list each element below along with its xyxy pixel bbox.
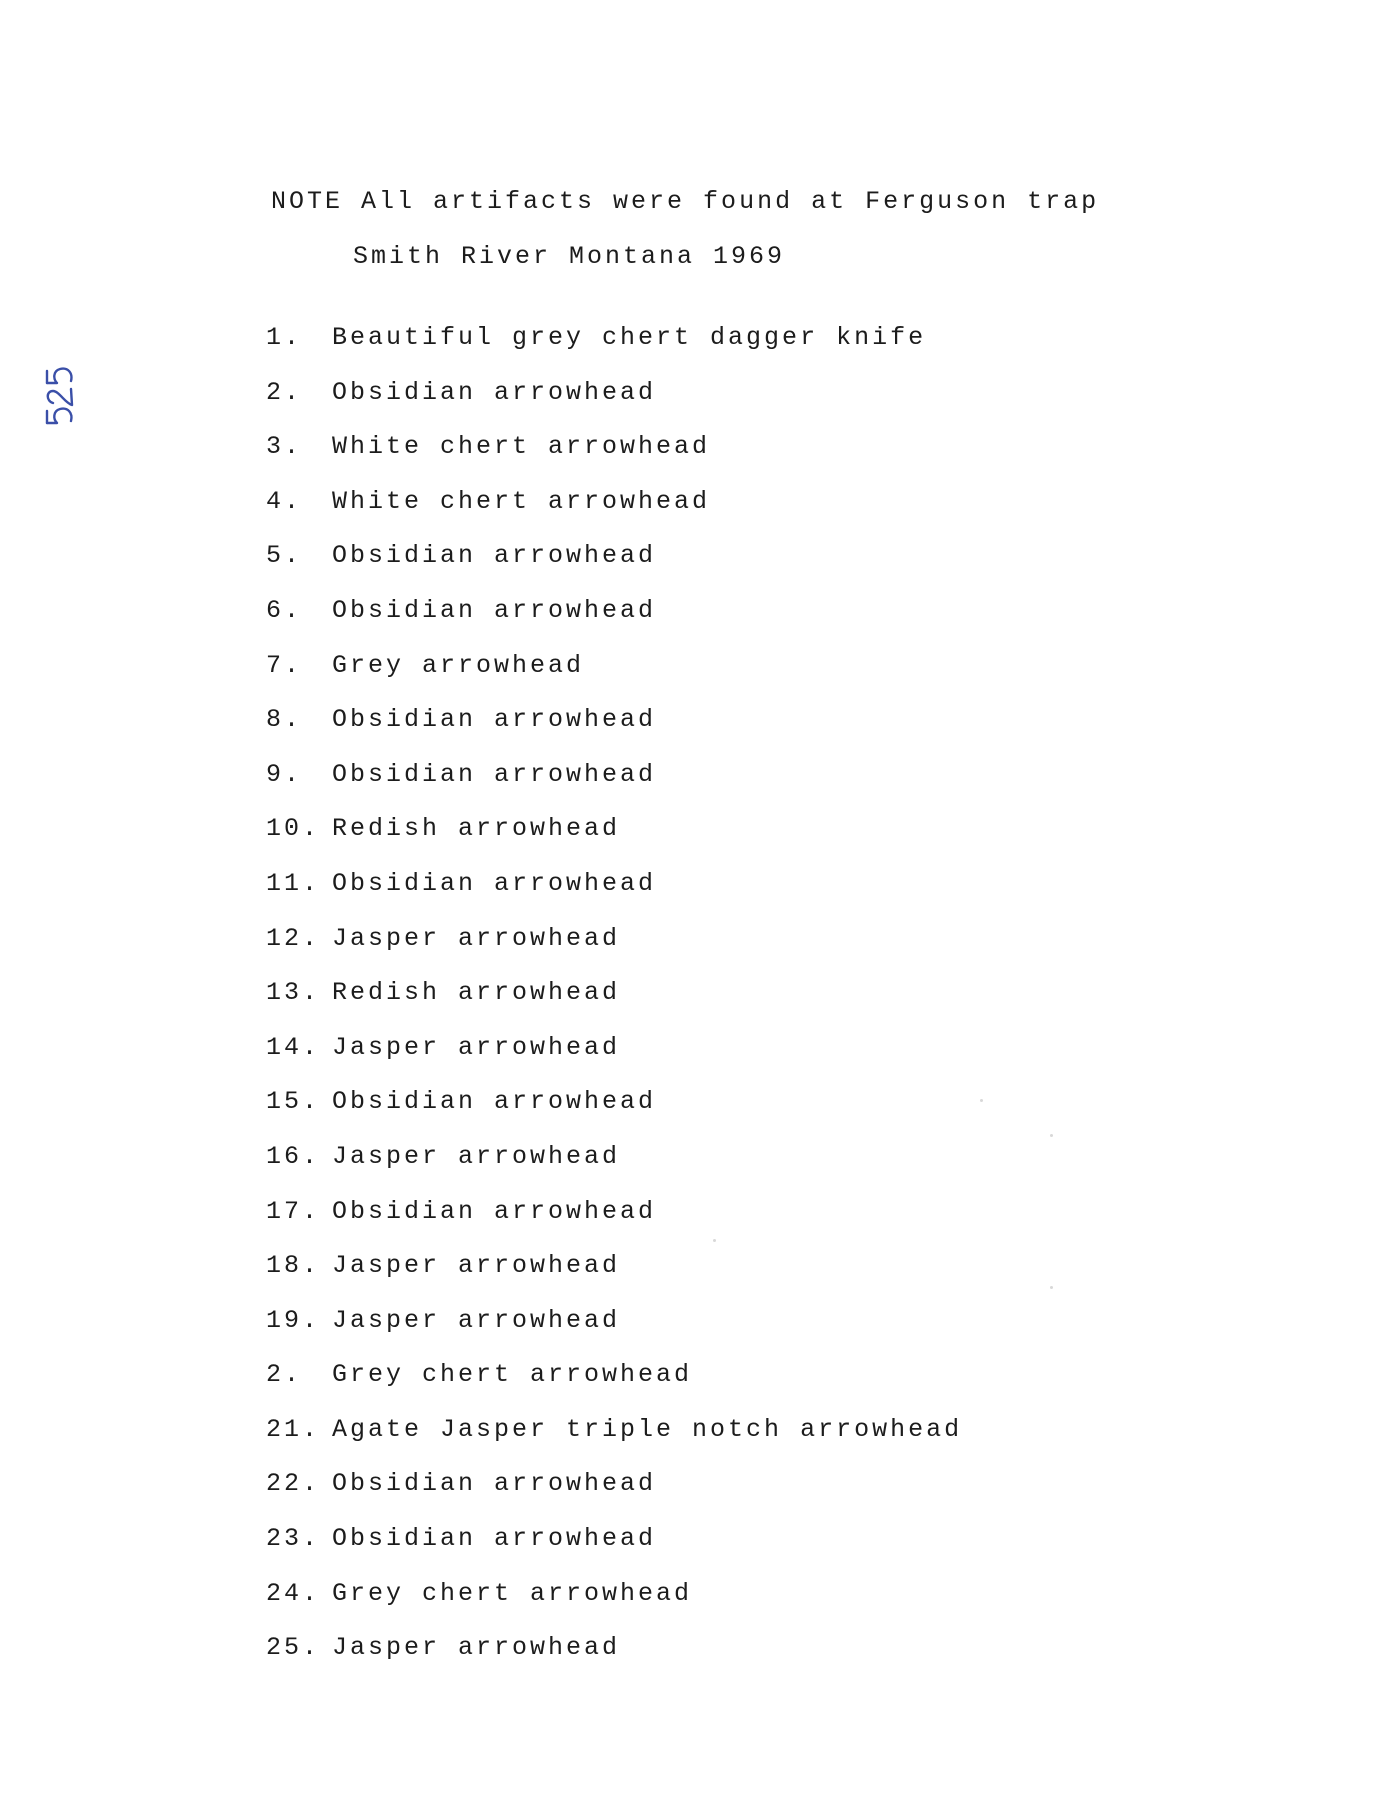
item-text: White chert arrowhead xyxy=(332,432,711,462)
item-number: 12. xyxy=(266,923,321,953)
item-number: 3. xyxy=(266,432,303,462)
item-number: 24. xyxy=(266,1578,321,1608)
list-item xyxy=(266,595,1166,650)
item-number: 19. xyxy=(266,1305,321,1335)
item-number: 23. xyxy=(266,1524,321,1554)
item-text: Obsidian arrowhead xyxy=(332,595,657,625)
item-text: White chert arrowhead xyxy=(332,486,711,516)
handwritten-number-mark xyxy=(28,350,88,440)
list-item xyxy=(266,1578,1166,1633)
item-number: 17. xyxy=(266,1196,321,1226)
list-item xyxy=(266,923,1166,978)
item-number: 4. xyxy=(266,486,303,516)
item-text: Agate Jasper triple notch arrowhead xyxy=(332,1414,963,1444)
item-text: Redish arrowhead xyxy=(332,978,621,1008)
item-text: Obsidian arrowhead xyxy=(332,705,657,735)
paper-speck xyxy=(1050,1134,1053,1137)
item-number: 22. xyxy=(266,1469,321,1499)
item-number: 8. xyxy=(266,705,303,735)
item-text: Obsidian arrowhead xyxy=(332,1087,657,1117)
item-text: Grey arrowhead xyxy=(332,650,585,680)
item-text: Grey chert arrowhead xyxy=(332,1360,693,1390)
list-item xyxy=(266,1468,1166,1523)
list-item xyxy=(266,1141,1166,1196)
item-text: Jasper arrowhead xyxy=(332,923,621,953)
item-number: 9. xyxy=(266,759,303,789)
list-item xyxy=(266,486,1166,541)
artifact-list xyxy=(266,322,1166,1687)
list-item xyxy=(266,1305,1166,1360)
item-number: 16. xyxy=(266,1141,321,1171)
paper-speck xyxy=(1050,1286,1053,1289)
item-number: 11. xyxy=(266,868,321,898)
item-number: 2. xyxy=(266,1360,303,1390)
item-number: 21. xyxy=(266,1414,321,1444)
list-item xyxy=(266,650,1166,705)
list-item xyxy=(266,1250,1166,1305)
item-number: 14. xyxy=(266,1032,321,1062)
item-text: Obsidian arrowhead xyxy=(332,377,657,407)
item-text: Jasper arrowhead xyxy=(332,1032,621,1062)
list-item xyxy=(266,540,1166,595)
item-text: Obsidian arrowhead xyxy=(332,1196,657,1226)
item-text: Obsidian arrowhead xyxy=(332,759,657,789)
item-number: 5. xyxy=(266,541,303,571)
item-text: Obsidian arrowhead xyxy=(332,1524,657,1554)
paper-speck xyxy=(980,1099,983,1102)
item-number: 2. xyxy=(266,377,303,407)
item-number: 13. xyxy=(266,978,321,1008)
item-number: 18. xyxy=(266,1251,321,1281)
note-heading: NOTE All artifacts were found at Ferguson trap xyxy=(271,187,1100,216)
list-item xyxy=(266,322,1166,377)
list-item xyxy=(266,1523,1166,1578)
item-number: 25. xyxy=(266,1633,321,1663)
list-item xyxy=(266,431,1166,486)
list-item xyxy=(266,1632,1166,1687)
list-item xyxy=(266,377,1166,432)
list-item xyxy=(266,1414,1166,1469)
list-item xyxy=(266,813,1166,868)
item-text: Grey chert arrowhead xyxy=(332,1578,693,1608)
item-text: Jasper arrowhead xyxy=(332,1633,621,1663)
item-number: 15. xyxy=(266,1087,321,1117)
location-line: Smith River Montana 1969 xyxy=(353,242,786,271)
item-text: Obsidian arrowhead xyxy=(332,868,657,898)
list-item xyxy=(266,1032,1166,1087)
item-number: 10. xyxy=(266,814,321,844)
item-text: Jasper arrowhead xyxy=(332,1141,621,1171)
list-item xyxy=(266,1359,1166,1414)
item-text: Obsidian arrowhead xyxy=(332,1469,657,1499)
item-text: Jasper arrowhead xyxy=(332,1251,621,1281)
item-number: 6. xyxy=(266,595,303,625)
item-text: Beautiful grey chert dagger knife xyxy=(332,323,927,352)
list-item xyxy=(266,977,1166,1032)
list-item xyxy=(266,1196,1166,1251)
item-text: Jasper arrowhead xyxy=(332,1305,621,1335)
item-number: 1. xyxy=(266,323,303,352)
list-item xyxy=(266,868,1166,923)
paper-speck xyxy=(713,1239,716,1242)
item-text: Redish arrowhead xyxy=(332,814,621,844)
item-text: Obsidian arrowhead xyxy=(332,541,657,571)
list-item xyxy=(266,704,1166,759)
list-item xyxy=(266,1086,1166,1141)
list-item xyxy=(266,759,1166,814)
item-number: 7. xyxy=(266,650,303,680)
